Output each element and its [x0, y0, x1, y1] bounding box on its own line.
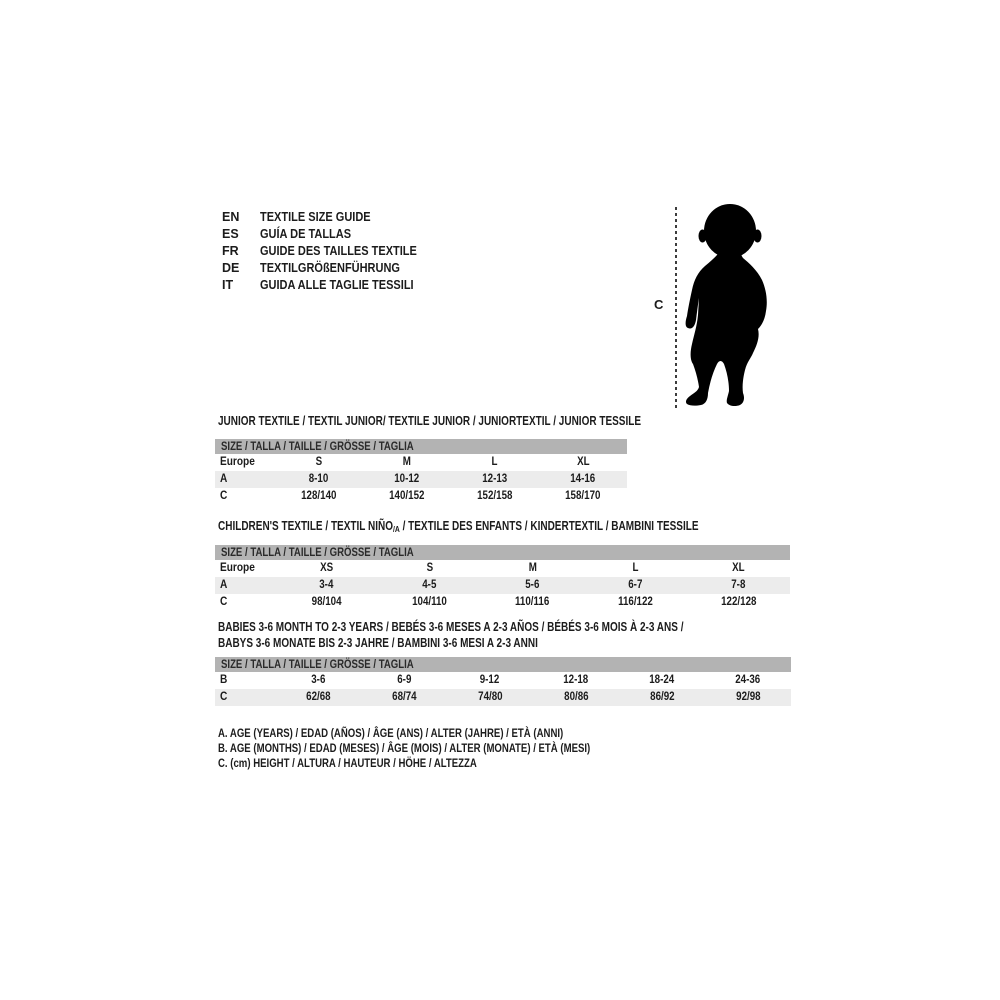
lang-code-es: ES [222, 227, 239, 241]
lang-code-en: EN [222, 210, 240, 224]
table-row [215, 689, 791, 706]
toddler-silhouette-icon [685, 203, 777, 413]
table-cell: 5-6 [525, 579, 540, 591]
height-figure [640, 195, 790, 420]
table-cell: 68/74 [391, 691, 417, 703]
size-bar-babies-text: SIZE / TALLA / TAILLE / GRÖSSE / TAGLIA [221, 657, 414, 671]
table-cell: 152/158 [477, 490, 513, 502]
row-label: B [220, 674, 228, 686]
lang-label-fr: GUIDE DES TAILLES TEXTILE [260, 244, 417, 258]
row-label: A [220, 579, 228, 591]
size-table-children [215, 545, 790, 611]
size-bar-junior [215, 439, 627, 454]
table-cell: 12-18 [563, 674, 589, 686]
row-label: C [220, 490, 228, 502]
table-cell: 128/140 [301, 490, 337, 502]
legend-line-b: B. AGE (MONTHS) / EDAD (MESES) / ÂGE (MOIS) / ALTER (MONATE) / ETÀ (MESI) [218, 741, 591, 755]
height-measure-label: C [654, 297, 664, 312]
table-cell: 14-16 [570, 473, 596, 485]
lang-label-it: GUIDA ALLE TAGLIE TESSILI [260, 278, 414, 292]
table-cell: 8-10 [309, 473, 329, 485]
lang-row-de [222, 260, 438, 277]
table-cell: XL [732, 562, 745, 574]
table-cell: L [632, 562, 639, 574]
table-cell: M [528, 562, 537, 574]
table-cell: 6-7 [628, 579, 643, 591]
table-cell: 74/80 [477, 691, 503, 703]
size-table-babies [215, 657, 791, 706]
babies-title-line1: BABIES 3-6 MONTH TO 2-3 YEARS / BEBÉS 3-6 MESES A 2-3 AÑOS / BÉBÉS 3-6 MOIS À 2-3 ANS / [218, 620, 684, 634]
table-cell: 92/98 [735, 691, 761, 703]
table-cell: M [402, 456, 412, 468]
table-cell: 62/68 [305, 691, 331, 703]
table-row [215, 577, 790, 594]
table-cell: 86/92 [649, 691, 675, 703]
row-label: Europe [220, 562, 255, 574]
table-row [215, 471, 627, 488]
row-label: Europe [220, 456, 255, 468]
lang-row-en [222, 209, 438, 226]
lang-row-fr [222, 243, 438, 260]
row-label: C [220, 596, 228, 608]
lang-code-fr: FR [222, 244, 239, 258]
lang-code-it: IT [222, 278, 234, 292]
table-cell: 18-24 [649, 674, 675, 686]
size-table-junior [215, 439, 627, 505]
table-cell: 24-36 [735, 674, 761, 686]
size-bar-children [215, 545, 790, 560]
height-reference-line [675, 207, 677, 409]
table-cell: 80/86 [563, 691, 589, 703]
size-bar-babies [215, 657, 791, 672]
table-row [215, 594, 790, 611]
size-bar-children-text: SIZE / TALLA / TAILLE / GRÖSSE / TAGLIA [221, 545, 414, 559]
section-title-babies [218, 619, 800, 651]
table-row [215, 454, 627, 471]
table-cell: 116/122 [618, 596, 653, 608]
table-cell: S [426, 562, 433, 574]
table-cell: XS [319, 562, 334, 574]
size-bar-junior-text: SIZE / TALLA / TAILLE / GRÖSSE / TAGLIA [221, 439, 414, 453]
table-cell: 3-6 [310, 674, 326, 686]
lang-code-de: DE [222, 261, 240, 275]
table-row [215, 488, 627, 505]
lang-label-es: GUÍA DE TALLAS [260, 227, 352, 241]
table-cell: 9-12 [480, 674, 500, 686]
lang-row-it [222, 277, 438, 294]
table-cell: 3-4 [319, 579, 334, 591]
table-cell: 104/110 [412, 596, 447, 608]
children-title-prefix: CHILDREN'S TEXTILE / TEXTIL NIÑO [218, 519, 393, 533]
lang-label-de: TEXTILGRÖßENFÜHRUNG [260, 261, 400, 275]
lang-row-es [222, 226, 438, 243]
table-cell: XL [576, 456, 590, 468]
children-title-suffix: / TEXTILE DES ENFANTS / KINDERTEXTIL / BAMBINI TESSILE [399, 519, 699, 533]
section-title-children [218, 518, 819, 537]
lang-label-en: TEXTILE SIZE GUIDE [260, 210, 371, 224]
table-cell: 140/152 [389, 490, 425, 502]
table-cell: 10-12 [394, 473, 420, 485]
table-cell: 98/104 [311, 596, 342, 608]
legend-line-c: C. (cm) HEIGHT / ALTURA / HAUTEUR / HÖHE / ALTEZZA [218, 756, 477, 770]
table-cell: L [492, 456, 498, 468]
table-cell: 110/116 [515, 596, 550, 608]
table-row [215, 672, 791, 689]
section-title-children-text [218, 518, 699, 537]
table-cell: 12-13 [482, 473, 508, 485]
table-cell: 122/128 [720, 596, 757, 608]
row-label: A [220, 473, 228, 485]
measurement-legend [218, 726, 683, 771]
row-label: C [220, 691, 228, 703]
table-row [215, 560, 790, 577]
table-cell: 4-5 [422, 579, 437, 591]
table-cell: 158/170 [565, 490, 601, 502]
babies-title-line2: BABYS 3-6 MONATE BIS 2-3 JAHRE / BAMBINI 3-6 MESI A 2-3 ANNI [218, 636, 538, 650]
language-header [222, 209, 438, 294]
table-cell: 7-8 [731, 579, 746, 591]
section-title-junior [218, 413, 747, 429]
legend-line-a: A. AGE (YEARS) / EDAD (AÑOS) / ÂGE (ANS) / ALTER (JAHRE) / ETÀ (ANNI) [218, 726, 564, 740]
table-cell: 6-9 [396, 674, 412, 686]
table-cell: S [315, 456, 323, 468]
children-title-sub: /A [392, 524, 400, 534]
section-title-junior-text: JUNIOR TEXTILE / TEXTIL JUNIOR/ TEXTILE JUNIOR / JUNIORTEXTIL / JUNIOR TESSILE [218, 414, 642, 428]
